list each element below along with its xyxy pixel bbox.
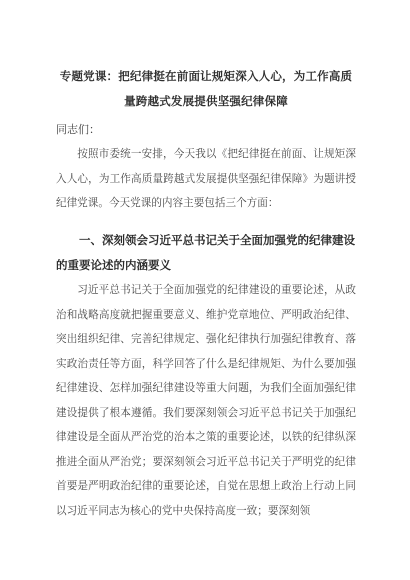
document-title: 专题党课：把纪律挺在前面让规矩深入人心，为工作高质量跨越式发展提供坚强纪律保障	[59, 69, 353, 108]
section-heading: 一、深刻领会习近平总书记关于全面加强党的纪律建设的重要论述的内涵要义	[56, 233, 355, 272]
section-body-paragraph: 习近平总书记关于全面加强党的纪律建设的重要论述，从政治和战略高度就把握重要意义、维护党章地位、严明政治纪律、突出组织纪律、完善纪律规定、强化纪律执行加强纪律教育、落实政治责任等方面，科学回答了什么是纪律规矩、为什么要加强纪律建设、怎样加强纪律建设等重大问题，为我们全面加强纪律建设提供了根本遵循。我们要深刻领会习近平总书记关于加强纪律建设是全面从严治党的治本之策的重要论述，以铁的纪律纵深推进全面从严治党；要深刻领会习近平总书记关于严明党的纪律首要是严明政治纪律的重要论述，自觉在思想上政治上行动上同以习近平同志为核心的党中央保持高度一致；要深刻领	[56, 284, 356, 517]
salutation: 同志们：	[56, 123, 100, 136]
intro-paragraph: 按照市委统一安排，今天我以《把纪律挺在前面、让规矩深入人心，为工作高质量跨越式发展提供坚强纪律保障》为题讲授纪律党课。今天党课的内容主要包括三个方面：	[56, 148, 356, 209]
